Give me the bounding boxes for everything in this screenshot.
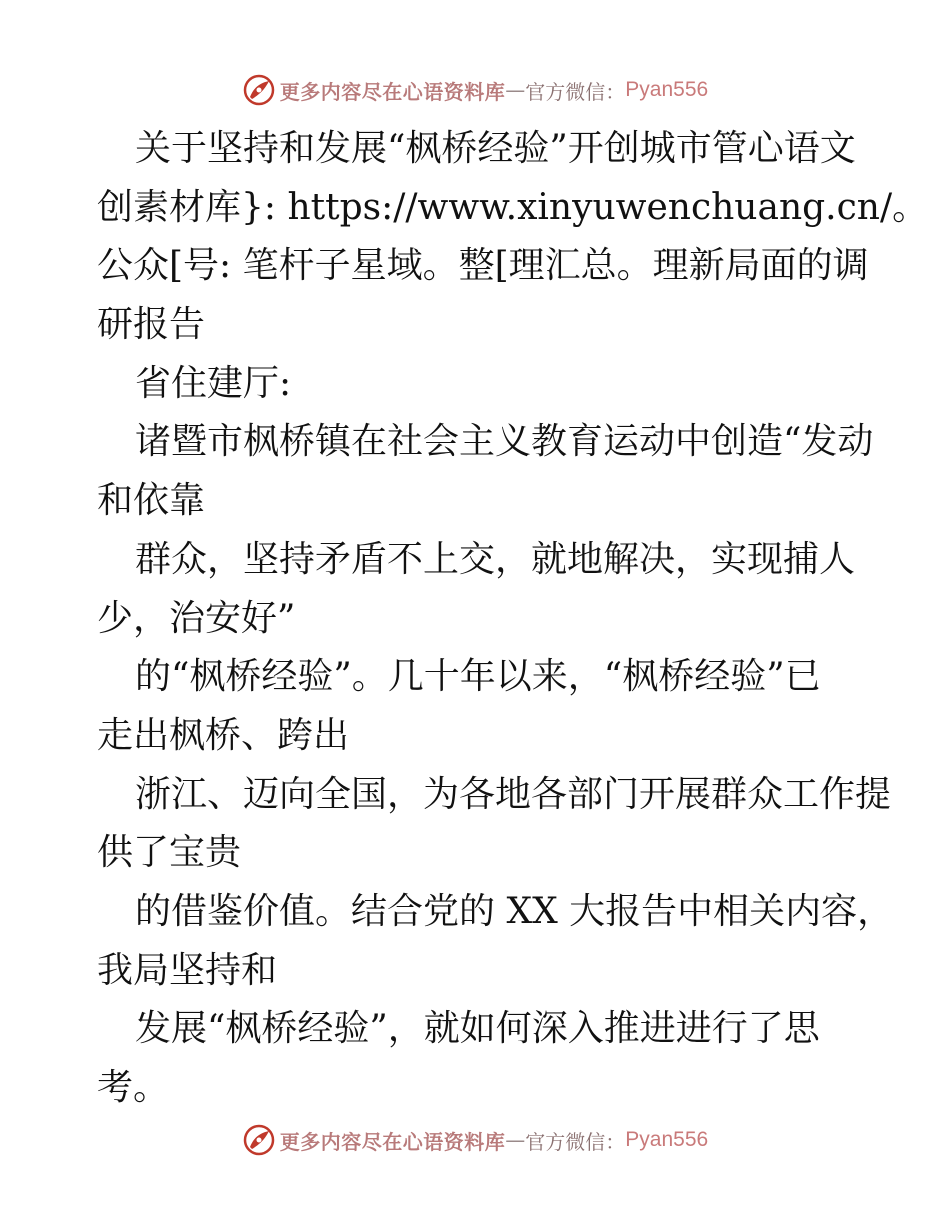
text-line: 诸暨市枫桥镇在社会主义教育运动中创造“发动 bbox=[135, 421, 874, 463]
header-watermark-banner bbox=[0, 68, 950, 112]
text-line: 研报告 bbox=[97, 304, 206, 346]
text-line: 的借鉴价值。结合党的 XX 大报告中相关内容， bbox=[135, 890, 894, 932]
banner-wechat-label: 官方微信： bbox=[525, 79, 626, 104]
text-line: 发展“枫桥经验”，就如何深入推进进行了思 bbox=[135, 1008, 820, 1050]
text-line: 创素材库}: https://www.xinyuwenchuang.cn/。 bbox=[97, 186, 929, 228]
text-line: 和依靠 bbox=[97, 480, 206, 522]
text-line: 我局坚持和 bbox=[97, 949, 278, 991]
banner-wechat-label: 官方微信： bbox=[525, 1129, 626, 1154]
footer-watermark-banner bbox=[0, 1118, 950, 1162]
text-line: 走出枫桥、跨出 bbox=[97, 714, 350, 756]
banner-main-text: 更多内容尽在心语资料库 bbox=[279, 79, 506, 104]
text-line: 省住建厅: bbox=[135, 362, 292, 404]
banner-dash: — bbox=[505, 78, 526, 102]
banner-dash: — bbox=[505, 1128, 526, 1152]
text-line: 考。 bbox=[97, 1067, 170, 1108]
text-line: 群众，坚持矛盾不上交，就地解决，实现捕人 bbox=[135, 538, 856, 580]
pen-nib-logo-icon bbox=[242, 73, 276, 107]
text-line: 公众[号: 笔杆子星域。整[理汇总。理新局面的调 bbox=[97, 245, 869, 287]
document-body bbox=[97, 120, 929, 1118]
text-line: 的“枫桥经验”。几十年以来，“枫桥经验”已 bbox=[135, 656, 821, 698]
banner-wechat-id: Pyan556 bbox=[625, 78, 709, 101]
text-line: 少，治安好” bbox=[97, 597, 296, 639]
pen-nib-logo-icon bbox=[242, 1123, 276, 1157]
text-line: 供了宝贵 bbox=[97, 832, 242, 874]
banner-wechat-id: Pyan556 bbox=[625, 1128, 709, 1151]
text-line: 浙江、迈向全国，为各地各部门开展群众工作提 bbox=[135, 773, 892, 815]
banner-main-text: 更多内容尽在心语资料库 bbox=[279, 1129, 506, 1154]
text-line: 关于坚持和发展“枫桥经验”开创城市管心语文 bbox=[135, 128, 856, 169]
